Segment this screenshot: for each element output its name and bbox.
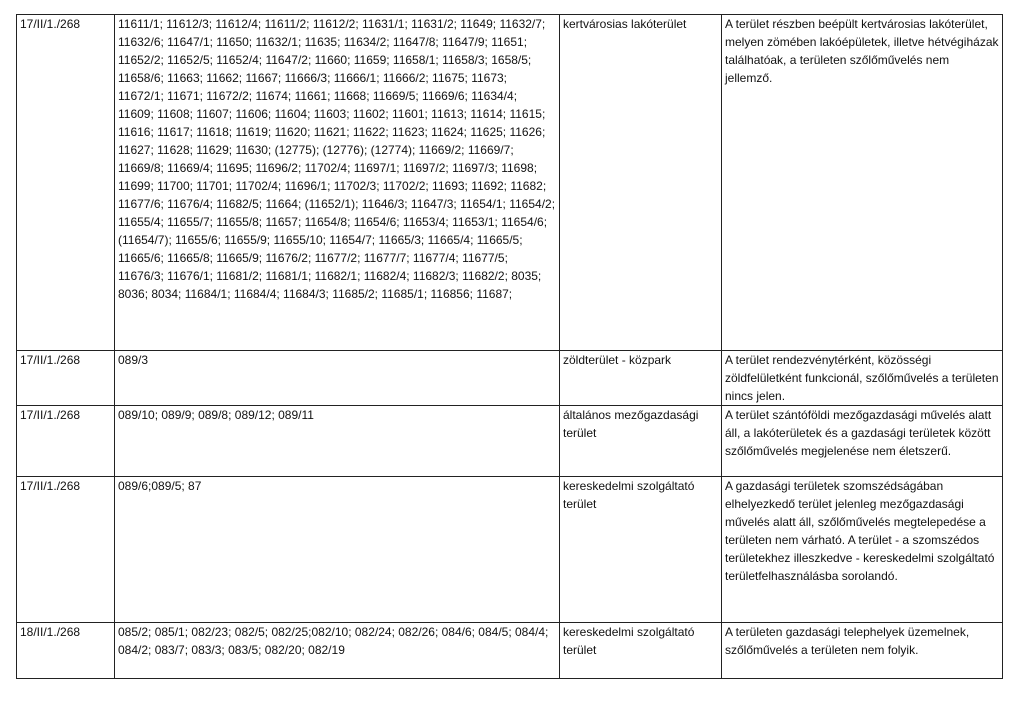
table-row xyxy=(17,623,1003,679)
parcel-numbers-cell: 089/6;089/5; 87 xyxy=(115,477,560,623)
table-row xyxy=(17,477,1003,623)
description-cell: A terület rendezvénytérként, közösségi zöldfelületként funkcionál, szőlőművelés a területen nincs jelen. xyxy=(722,351,1003,406)
description-cell: A területen gazdasági telephelyek üzemelnek, szőlőművelés a területen nem folyik. xyxy=(722,623,1003,679)
land-use-category-cell: zöldterület - közpark xyxy=(560,351,722,406)
parcel-numbers-cell: 085/2; 085/1; 082/23; 082/5; 082/25;082/10; 082/24; 082/26; 084/6; 084/5; 084/4; 084/2; 083/7; 083/3; 083/5; 082/20; 082/19 xyxy=(115,623,560,679)
row-id-cell: 17/II/1./268 xyxy=(17,15,115,351)
description-cell: A terület szántóföldi mezőgazdasági művelés alatt áll, a lakóterületek és a gazdasági területek között szőlőművelés megjelenése nem életszerű. xyxy=(722,406,1003,477)
parcel-numbers-cell: 089/10; 089/9; 089/8; 089/12; 089/11 xyxy=(115,406,560,477)
description-cell: A terület részben beépült kertvárosias lakóterület, melyen zömében lakóépületek, illetve hétvégiházak találhatóak, a területen szőlőművelés nem jellemző. xyxy=(722,15,1003,351)
row-id-cell: 17/II/1./268 xyxy=(17,406,115,477)
parcel-numbers-cell: 11611/1; 11612/3; 11612/4; 11611/2; 11612/2; 11631/1; 11631/2; 11649; 11632/7; 11632/6; 11647/1; 11650; 11632/1; 11635; 11634/2; 11647/8; 11647/9; 11651; 11652/2; 11652/5; 11652/4; 11647/2; 11660; 11659; 11658/1; 11658/3; 1658/5; 11658/6; 11663; 11662; 11667; 11666/3; 11666/1; 11666/2; 11675; 11673; 11672/1; 11671; 11672/2; 11674; 11661; 11668; 11669/5; 11669/6; 11634/4; 11609; 11608; 11607; 11606; 11604; 11603; 11602; 11601; 11613; 11614; 11615; 11616; 11617; 11618; 11619; 11620; 11621; 11622; 11623; 11624; 11625; 11626; 11627; 11628; 11629; 11630; (12775); (12776); (12774); 11669/2; 11669/7; 11669/8; 11669/4; 11695; 11696/2; 11702/4; 11697/1; 11697/2; 11697/3; 11698; 11699; 11700; 11701; 11702/4; 11696/1; 11702/3; 11702/2; 11693; 11692; 11682; 11677/6; 11676/4; 11682/5; 11664; (11652/1); 11646/3; 11647/3; 11654/1; 11654/2; 11655/4; 11655/7; 11655/8; 11657; 11654/8; 11654/6; 11653/4; 11653/1; 11654/6; (11654/7); 11655/6; 11655/9; 11655/10; 11654/7; 11665/3; 11665/4; 11665/5; 11665/6; 11665/8; 11665/9; 11676/2; 11677/2; 11677/7; 11677/4; 11677/5; 11676/3; 11676/1; 11681/2; 11681/1; 11682/1; 11682/4; 11682/3; 11682/2; 8035; 8036; 8034; 11684/1; 11684/4; 11684/3; 11685/2; 11685/1; 116856; 11687; xyxy=(115,15,560,351)
parcel-table xyxy=(16,14,1003,679)
land-use-category-cell: általános mezőgazdasági terület xyxy=(560,406,722,477)
row-id-cell: 17/II/1./268 xyxy=(17,351,115,406)
table-row xyxy=(17,406,1003,477)
description-cell: A gazdasági területek szomszédságában elhelyezkedő terület jelenleg mezőgazdasági művelés alatt áll, szőlőművelés megtelepedése a területen nem várható. A terület - a szomszédos területekhez illeszkedve - kereskedelmi szolgáltató területfelhasználásba sorolandó. xyxy=(722,477,1003,623)
parcel-numbers-cell: 089/3 xyxy=(115,351,560,406)
row-id-cell: 18/II/1./268 xyxy=(17,623,115,679)
table-row xyxy=(17,15,1003,351)
land-use-category-cell: kereskedelmi szolgáltató terület xyxy=(560,623,722,679)
row-id-cell: 17/II/1./268 xyxy=(17,477,115,623)
land-use-category-cell: kertvárosias lakóterület xyxy=(560,15,722,351)
table-row xyxy=(17,351,1003,406)
land-use-category-cell: kereskedelmi szolgáltató terület xyxy=(560,477,722,623)
